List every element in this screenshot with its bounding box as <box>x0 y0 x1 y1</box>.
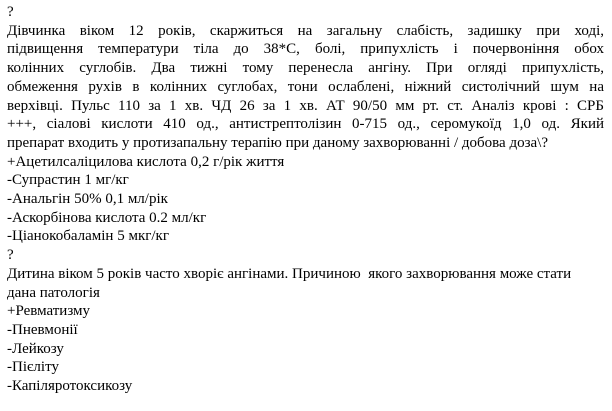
question-body-line: Дівчинка віком 12 років, скаржиться на загальну слабість, задишку при ході, <box>7 22 604 39</box>
question-marker: ? <box>7 4 14 20</box>
question-body-line: підвищення температури тіла до 38*С, болі, припухлість і почервоніння обох <box>7 41 604 58</box>
question-block-2 <box>7 246 604 396</box>
question-body-line: +++, сіалові кислоти 410 од., антистрептолізин 0-715 од., серомукоїд 1,0 од. Який <box>7 116 604 133</box>
question-body-line: верхівці. Пульс 110 за 1 хв. ЧД 26 за 1 хв. АТ 90/50 мм рт. ст. Аналіз крові : СРБ <box>7 97 604 114</box>
question-body-line: колінних суглобів. Два тижні тому перенесла ангіну. При огляді припухлість, <box>7 60 604 77</box>
question-block-1 <box>7 3 604 246</box>
question-marker: ? <box>7 247 14 264</box>
answer-option-correct: +Ацетилсаліцилова кислота 0,2 г/рік життя <box>7 153 285 170</box>
question-body-line: обмеження рухів в колінних суглобах, тони ослаблені, ніжний систолічний шум на <box>7 78 604 95</box>
answer-option-correct: +Ревматизму <box>7 303 91 320</box>
answer-option: -Анальгін 50% 0,1 мл/рік <box>7 191 168 208</box>
answer-option: -Пієліту <box>7 359 59 376</box>
answer-option: -Лейкозу <box>7 340 64 357</box>
answer-option: -Капіляротоксикозу <box>7 378 133 395</box>
answer-option: -Супрастин 1 мг/кг <box>7 172 129 189</box>
question-body-line: дана патологія <box>7 284 100 301</box>
answer-option: -Аскорбінова кислота 0.2 мл/кг <box>7 209 207 226</box>
question-body-line: препарат входить у протизапальну терапію при даному захворюванні / добова доза\? <box>7 134 548 151</box>
question-body-line: Дитина віком 5 років часто хворіє ангінами. Причиною якого захворювання може стати <box>7 265 572 282</box>
answer-option: -Ціанокобаламін 5 мкг/кг <box>7 228 169 245</box>
answer-option: -Пневмонії <box>7 321 78 338</box>
